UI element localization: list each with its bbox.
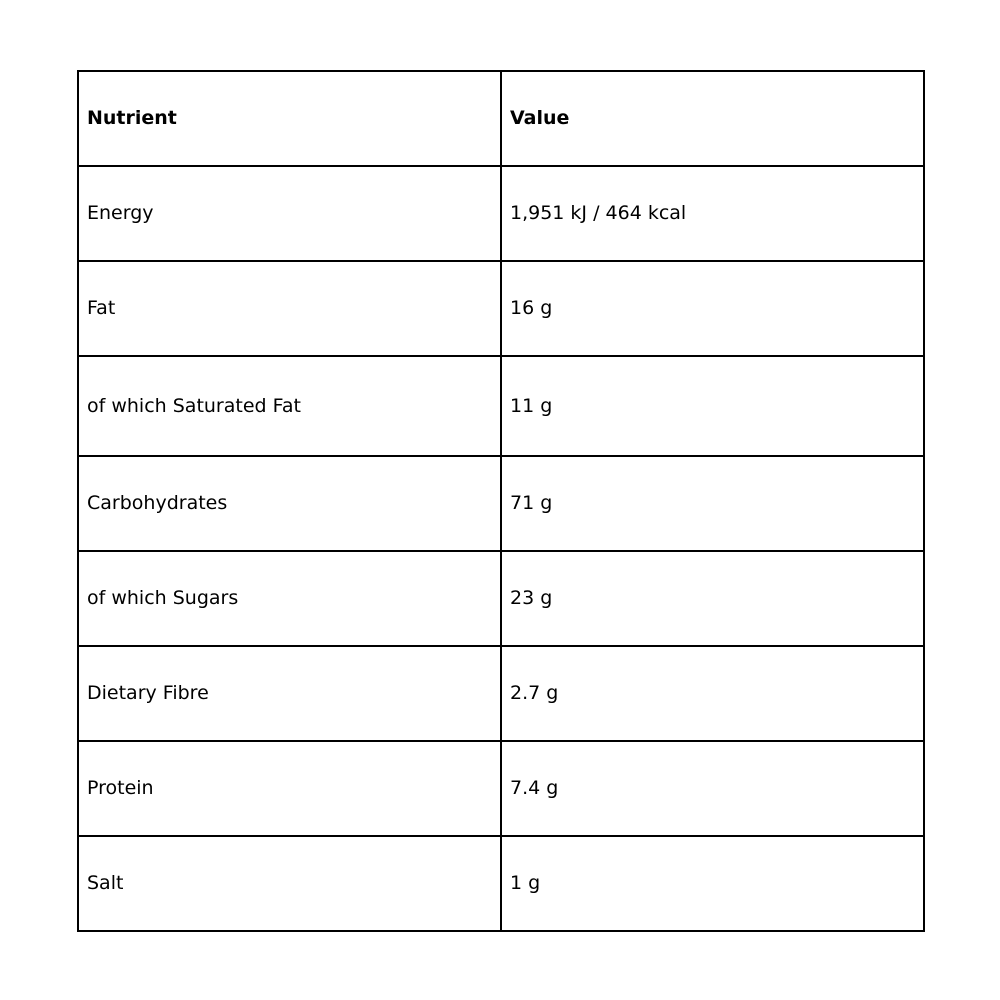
value-cell: 7.4 g <box>501 741 924 836</box>
nutrient-cell: Dietary Fibre <box>78 646 501 741</box>
table-row <box>78 456 924 551</box>
value-cell: 71 g <box>501 456 924 551</box>
nutrient-cell: of which Sugars <box>78 551 501 646</box>
table-row <box>78 261 924 356</box>
table-row <box>78 551 924 646</box>
nutrient-cell: of which Saturated Fat <box>78 356 501 456</box>
table-row <box>78 836 924 931</box>
value-cell: 1,951 kJ / 464 kcal <box>501 166 924 261</box>
nutrient-cell: Energy <box>78 166 501 261</box>
value-cell: 16 g <box>501 261 924 356</box>
table-row <box>78 166 924 261</box>
header-value: Value <box>501 71 924 166</box>
nutrient-cell: Fat <box>78 261 501 356</box>
value-cell: 23 g <box>501 551 924 646</box>
nutrition-table <box>77 70 925 932</box>
nutrient-cell: Protein <box>78 741 501 836</box>
table-body <box>78 166 924 931</box>
value-cell: 11 g <box>501 356 924 456</box>
header-nutrient: Nutrient <box>78 71 501 166</box>
header-row <box>78 71 924 166</box>
table-row <box>78 741 924 836</box>
value-cell: 1 g <box>501 836 924 931</box>
table-row <box>78 356 924 456</box>
nutrient-cell: Salt <box>78 836 501 931</box>
nutrient-cell: Carbohydrates <box>78 456 501 551</box>
value-cell: 2.7 g <box>501 646 924 741</box>
table-row <box>78 646 924 741</box>
table-header <box>78 71 924 166</box>
